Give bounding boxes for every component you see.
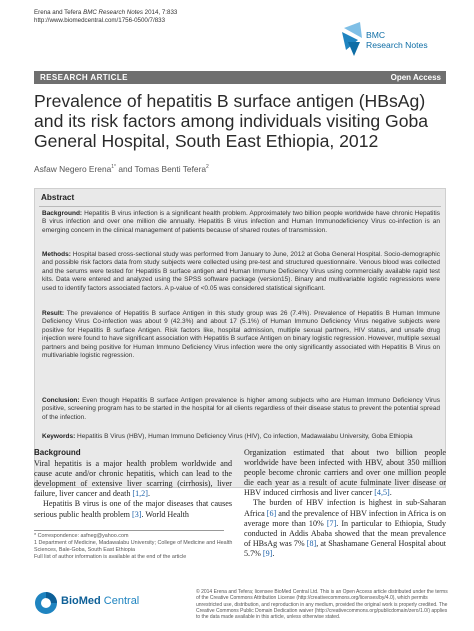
body-paragraph [244, 498, 446, 559]
wordmark-light: Central [100, 595, 140, 607]
author-1[interactable]: Asfaw Negero Erena [34, 164, 112, 174]
reference-link[interactable]: [8] [306, 538, 317, 548]
abstract-keywords-text: Hepatitis B Virus (HBV), Human Immuno Deficiency Virus (HIV), Co infection, Madawalabu University, Goba Ethiopia [75, 433, 413, 440]
body-text: . In particular to Ethiopia, Study conducted in Addis Ababa showed that the mean prevalence of HBsAg was 7% [244, 518, 446, 548]
logo-line1: BMC [366, 30, 386, 40]
body-text: , at Shashamane General Hospital about 5.7% [244, 538, 446, 558]
body-text: Hepatitis B virus is one of the major diseases that causes serious public health problem [34, 499, 232, 519]
body-paragraph [34, 499, 232, 519]
body-text: The burden of HBV infection is highest in sub-Saharan Africa [244, 498, 446, 518]
body-left-column [34, 448, 232, 520]
reference-link[interactable]: [3] [132, 509, 142, 519]
citation-journal: BMC Research Notes [83, 9, 143, 16]
article-type-banner [34, 71, 446, 84]
abstract-divider [39, 206, 441, 207]
article-title: Prevalence of hepatitis B surface antigen (HBsAg) and its risk factors among individuals visiting Goba General Hospital, South East Ethiopia, 2012 [34, 91, 429, 152]
footnote [34, 533, 234, 561]
author-2[interactable]: and Tomas Benti Tefera [116, 164, 207, 174]
abstract-conclusion [42, 397, 440, 422]
body-text: Viral hepatitis is a major health problem worldwide and cause acute and/or chronic hepatitis, which can lead to the development of extensive liver scarring (cirrhosis), liver failure, liver cancer and death [34, 459, 232, 499]
citation-volume: 2014, 7:833 [142, 9, 178, 16]
abstract-box [34, 188, 446, 488]
abstract-conclusion-text: Even though Hepatitis B surface Antigen prevalence is higher among subjects who are Human Immuno Deficiency Virus positive, screening program has to be started in the hospital for all clients regardless of their disease status to prevent the potential spread of the infection. [42, 397, 440, 421]
citation-line1 [34, 9, 177, 17]
abstract-background-text: Hepatitis B virus infection is a significant health problem. Approximately two billion people worldwide have chronic Hepatitis B virus infection and over one million die annually. Hepatitis B virus infection and Human Immunodeficiency Virus co-infection is an emerging concern in the clinical management of patients because of shared routes of transmission. [42, 210, 440, 234]
abstract-keywords [42, 433, 440, 441]
author-list [34, 164, 209, 174]
license-text: © 2014 Erena and Tefera; licensee BioMed Central Ltd. This is an Open Access article distributed under the terms of the Creative Commons Attribution License (http://creativecommons.org/licenses/by/4.0), which permits unrestricted use, distribution, and reproduction in any medium, provided the original work is properly credited. The Creative Commons Public Domain Dedication waiver (http://creativecommons.org/publicdomain/zero/1.0/) applies to the data made available in this article, unless otherwise stated. [196, 589, 448, 621]
open-access-label: Open Access [390, 73, 441, 82]
footnote-divider [34, 530, 224, 531]
body-paragraph [244, 448, 446, 498]
author-1-affiliation: 1* [111, 164, 117, 171]
biomed-central-logo [34, 588, 154, 618]
reference-link[interactable]: [4,5] [374, 488, 390, 498]
background-heading: Background [34, 448, 81, 457]
abstract-keywords-label: Keywords: [42, 433, 76, 440]
logo-line2: Research Notes [366, 40, 428, 50]
article-type-label: RESEARCH ARTICLE [40, 73, 128, 82]
abstract-result [42, 310, 440, 361]
journal-logo-icon [340, 20, 364, 60]
author-2-affiliation: 2 [206, 164, 209, 171]
abstract-methods-text: Hospital based cross-sectional study was performed from January to June, 2012 at Goba General Hospital. Socio-demographic and possible risk factors data from study subjects were collected using pre-test and structured questionnaire. Venous blood was collected and the serums were tested for Hepatitis B surface antigen and Human Immune Deficiency Virus using commercially available rapid test kits. Data were entered and analyzed using the SPSS software package (version15). Binary and multivariable logistic regressions were used to identify factors associated factors. A p-value of <0.05 was considered statistical significant. [42, 251, 440, 292]
journal-logo-text [366, 30, 428, 50]
body-paragraph [34, 459, 232, 499]
journal-logo [340, 20, 440, 60]
body-right-column [244, 448, 446, 559]
abstract-heading: Abstract [41, 193, 75, 202]
body-text: . [389, 488, 392, 498]
citation-url[interactable]: http://www.biomedcentral.com/1756-0500/7/833 [34, 17, 166, 25]
abstract-conclusion-label: Conclusion: [42, 397, 80, 404]
citation-header [34, 9, 177, 26]
citation-authors: Erena and Tefera [34, 9, 84, 16]
biomed-central-icon [34, 590, 58, 616]
abstract-result-label: Result: [42, 310, 65, 317]
abstract-methods [42, 251, 440, 293]
reference-link[interactable]: [1,2] [132, 489, 148, 499]
reference-link[interactable]: [7] [326, 518, 337, 528]
body-text: . [272, 548, 275, 558]
author-info-note: Full list of author information is available at the end of the article [34, 554, 187, 560]
body-text: . [147, 489, 150, 499]
abstract-background [42, 210, 440, 235]
affiliation: 1 Department of Medicine, Madawalabu University; College of Medicine and Health Sciences, Bale-Goba, South East Ethiopia [34, 540, 233, 553]
reference-link[interactable]: [9] [262, 548, 273, 558]
biomed-central-wordmark [61, 595, 139, 607]
correspondence: * Correspondence: asfneg@yahoo.com [34, 533, 129, 539]
body-text: . World Health [141, 509, 189, 519]
body-text: and the prevalence of HBV infection in Africa is on average more than 10% [244, 508, 446, 528]
reference-link[interactable]: [6] [266, 508, 277, 518]
abstract-result-text: The prevalence of Hepatitis B surface Antigen in this study group was 26 (7.4%). Prevalence of Hepatitis B Human Immune Deficiency Virus Co-infection was about 9 (42.3%) and about 17 (5.1%) of Human Immuno Deficiency Virus negative subjects were positive for Hepatitis B surface Antigen. Risk factors like, hospital admission, multiple sexual partners, HIV status, and unsafe drug injection were found to have significant association with Hepatitis B surface Antigen on binary logistic regression. However, multiple sexual partners and being positive for Human Immuno Deficiency Virus infection were the only significantly associated with Hepatitis B Virus on multivariable logistic regression. [42, 310, 440, 360]
abstract-background-label: Background: [42, 210, 83, 217]
wordmark-bold: BioMed [61, 595, 101, 607]
body-text: Organization estimated that about two billion people worldwide have been infected with HBV, about 350 million people become chronic carriers and over one million people die each year as a result of acute fulminate liver disease or HBV induced cirrhosis and liver cancer [244, 448, 446, 498]
abstract-methods-label: Methods: [42, 251, 71, 258]
